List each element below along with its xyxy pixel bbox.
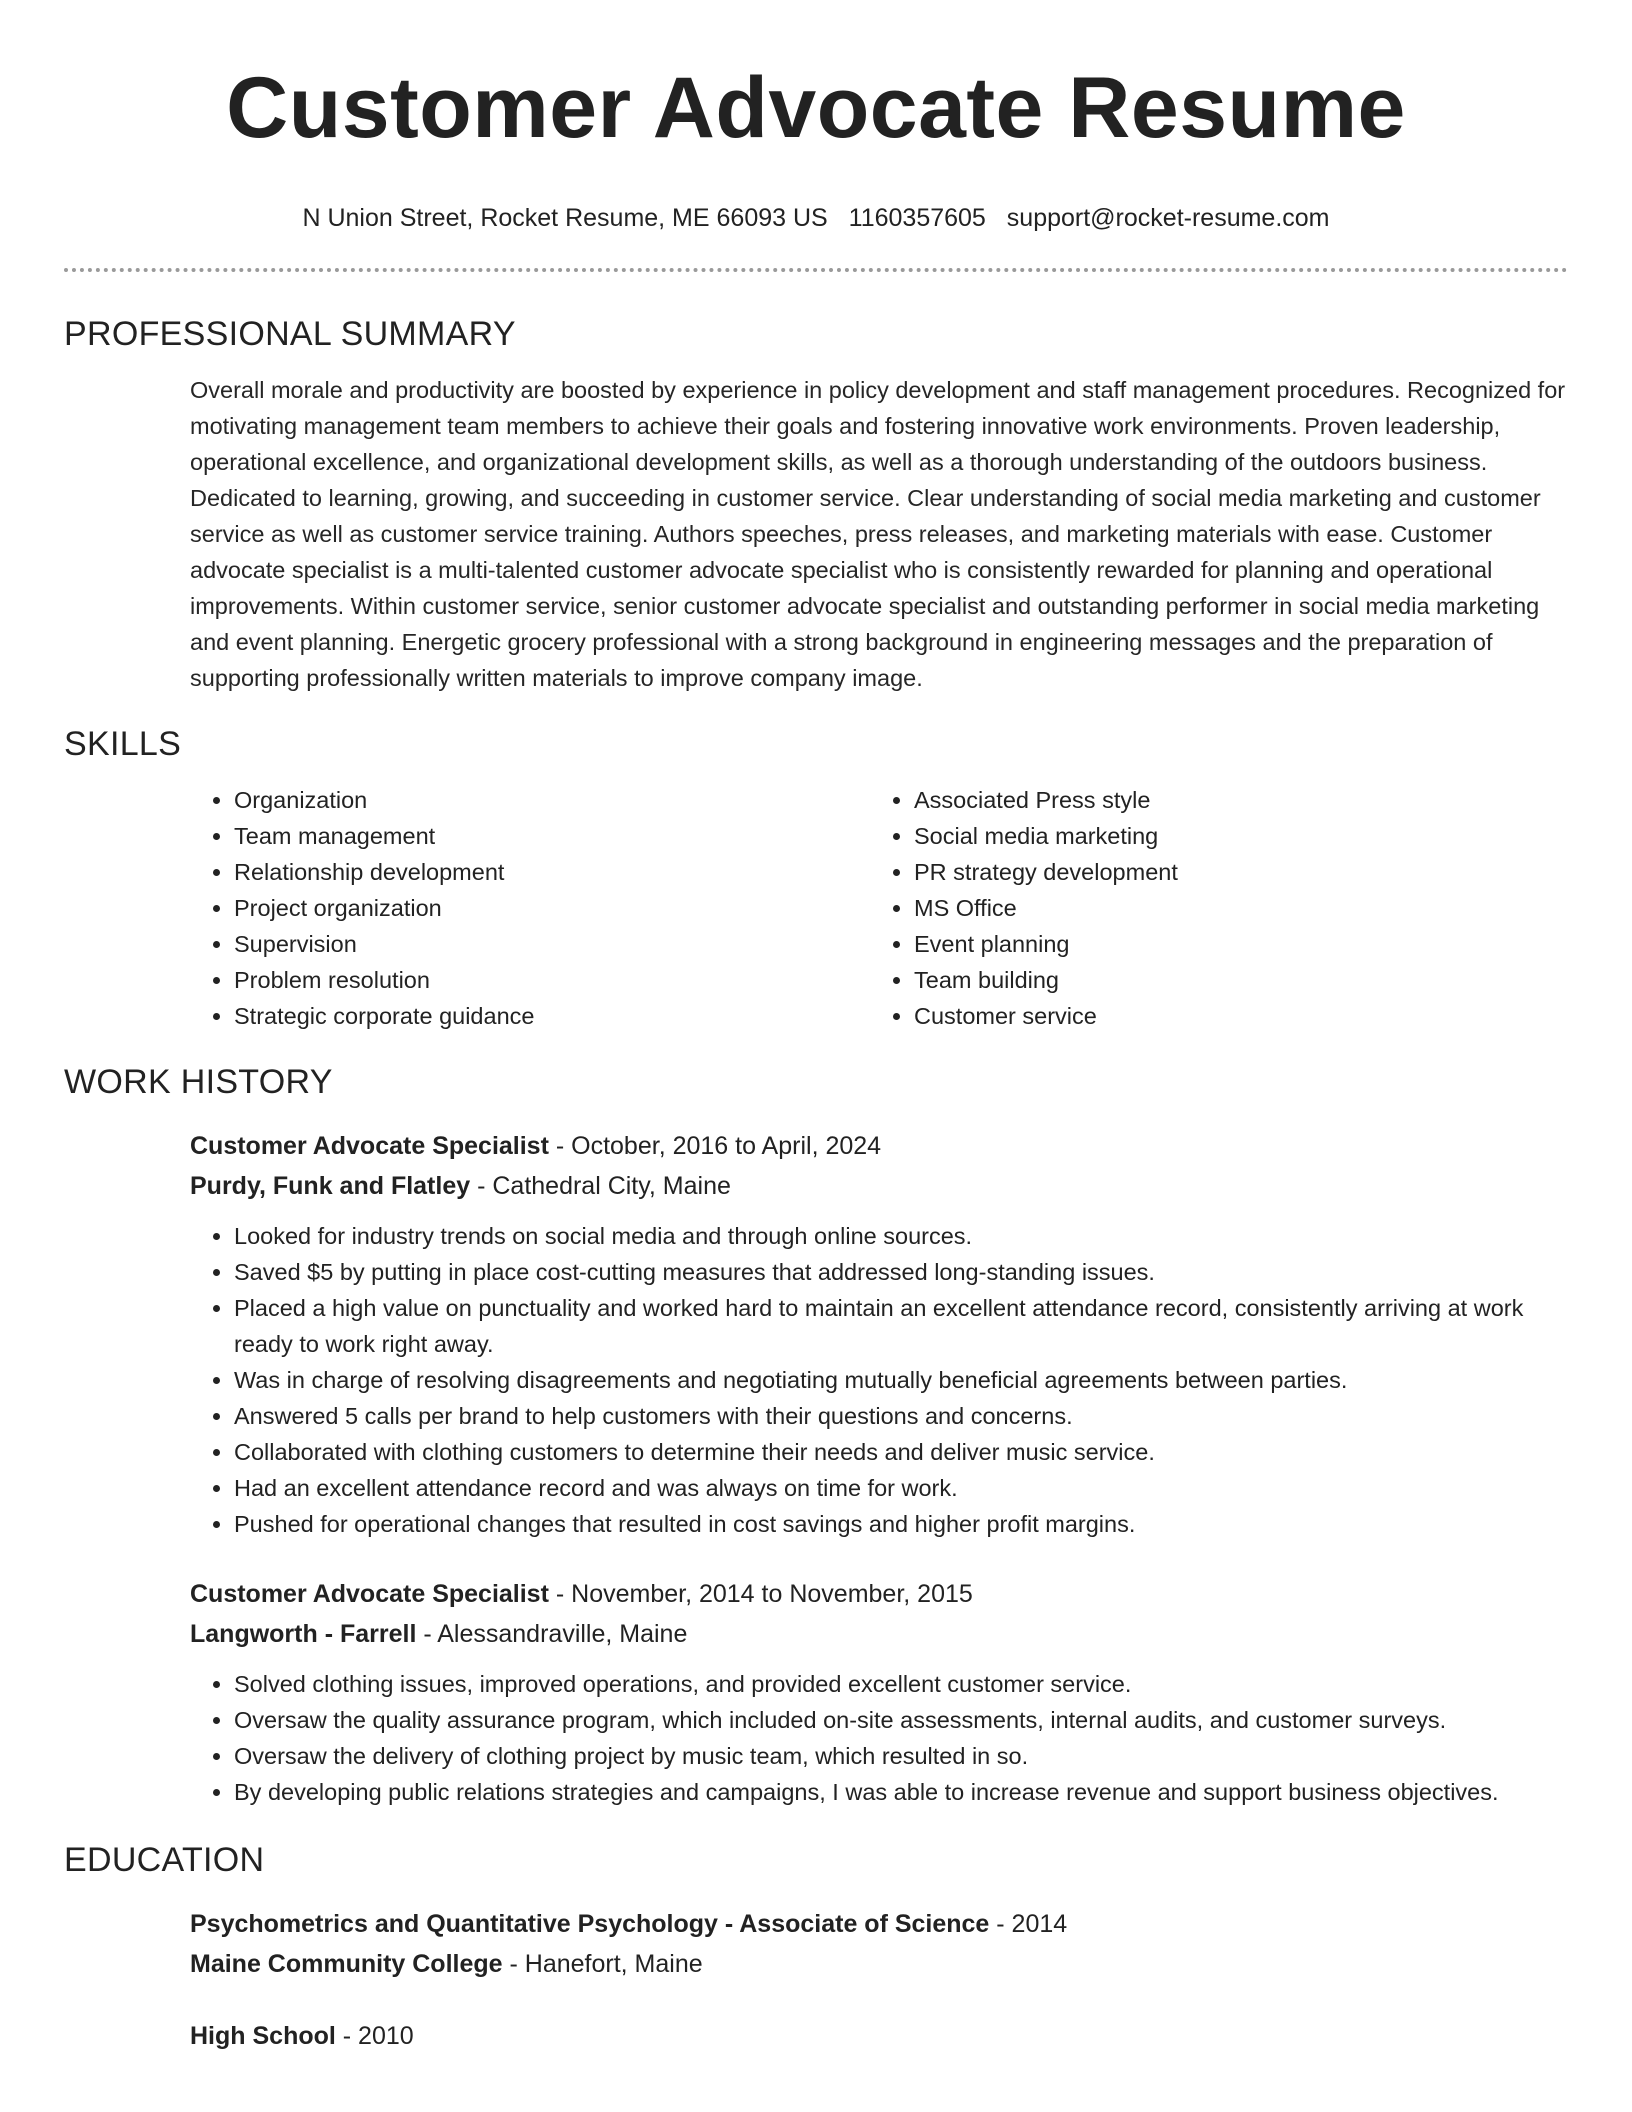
skill-item: • Social media marketing	[914, 818, 1550, 854]
section-heading-skills: SKILLS	[64, 725, 182, 763]
job-company-line	[190, 1614, 1568, 1654]
skill-item: • Organization	[234, 782, 870, 818]
job-title: Customer Advocate Specialist	[190, 1580, 549, 1608]
job-title-line	[190, 1574, 1568, 1614]
job-bullet: • Collaborated with clothing customers to determine their needs and deliver music service.	[234, 1434, 1568, 1470]
education-year: - 2010	[335, 2022, 414, 2050]
skill-item: • Team management	[234, 818, 870, 854]
job-bullet: • Answered 5 calls per brand to help customers with their questions and concerns.	[234, 1398, 1568, 1434]
job-location: - Alessandraville, Maine	[416, 1620, 688, 1648]
skills-column-right	[870, 782, 1550, 1034]
education-degree: High School	[190, 2022, 336, 2050]
contact-email: support@rocket-resume.com	[1006, 204, 1330, 232]
skill-item: • Customer service	[914, 998, 1550, 1034]
resume-title: Customer Advocate Resume	[226, 60, 1406, 156]
job-entry	[190, 1574, 1568, 1810]
skills-list	[190, 782, 1568, 1034]
job-company: Langworth - Farrell	[190, 1620, 417, 1648]
job-bullet: • Solved clothing issues, improved operations, and provided excellent customer service.	[234, 1666, 1568, 1702]
job-bullet: • Was in charge of resolving disagreements and negotiating mutually beneficial agreements between parties.	[234, 1362, 1568, 1398]
education-entry	[190, 1904, 1568, 1984]
job-bullet: • Looked for industry trends on social media and through online sources.	[234, 1218, 1568, 1254]
contact-address: N Union Street, Rocket Resume, ME 66093 US	[302, 204, 828, 232]
skill-item: • Problem resolution	[234, 962, 870, 998]
contact-line	[0, 203, 1632, 233]
education-location: - Hanefort, Maine	[502, 1950, 703, 1978]
education-school-line	[190, 1944, 1568, 1984]
education-school: Maine Community College	[190, 1950, 503, 1978]
job-company: Purdy, Funk and Flatley	[190, 1172, 471, 1200]
summary-text: Overall morale and productivity are boosted by experience in policy development and staff management procedures. Recognized for motivating management team members to achieve their goals and fostering innovative work environments. Proven leadership, operational excellence, and organizational development skills, as well as a thorough understanding of the outdoors business. Dedicated to learning, growing, and succeeding in customer service. Clear understanding of social media marketing and customer service as well as customer service training. Authors speeches, press releases, and marketing materials with ease. Customer advocate specialist is a multi-talented customer advocate specialist who is consistently rewarded for planning and operational improvements. Within customer service, senior customer advocate specialist and outstanding performer in social media marketing and event planning. Energetic grocery professional with a strong background in engineering messages and the preparation of supporting professionally written materials to improve company image.	[190, 377, 1566, 691]
skill-item: • Associated Press style	[914, 782, 1550, 818]
job-dates: - November, 2014 to November, 2015	[548, 1580, 973, 1608]
job-entry	[190, 1126, 1568, 1542]
skill-item: • Supervision	[234, 926, 870, 962]
skill-item: • Strategic corporate guidance	[234, 998, 870, 1034]
job-bullet: • Had an excellent attendance record and was always on time for work.	[234, 1470, 1568, 1506]
contact-phone: 1160357605	[848, 204, 986, 232]
job-company-line	[190, 1166, 1568, 1206]
skill-item: • PR strategy development	[914, 854, 1550, 890]
skills-column-left	[190, 782, 870, 1034]
education-year: - 2014	[989, 1910, 1068, 1938]
job-title: Customer Advocate Specialist	[190, 1132, 549, 1160]
skill-item: • Relationship development	[234, 854, 870, 890]
job-location: - Cathedral City, Maine	[470, 1172, 731, 1200]
job-bullets	[190, 1666, 1568, 1810]
skill-item: • MS Office	[914, 890, 1550, 926]
section-heading-education: EDUCATION	[64, 1841, 265, 1879]
education-degree: Psychometrics and Quantitative Psychology - Associate of Science	[190, 1910, 990, 1938]
skill-item: • Project organization	[234, 890, 870, 926]
skill-item: • Event planning	[914, 926, 1550, 962]
job-bullet: • Pushed for operational changes that resulted in cost savings and higher profit margins.	[234, 1506, 1568, 1542]
education-degree-line	[190, 1904, 1568, 1944]
job-bullet: • Placed a high value on punctuality and worked hard to maintain an excellent attendance record, consistently arriving at work ready to work right away.	[234, 1290, 1568, 1362]
job-bullet: • Oversaw the quality assurance program, which included on-site assessments, internal audits, and customer surveys.	[234, 1702, 1568, 1738]
skill-item: • Team building	[914, 962, 1550, 998]
job-title-line	[190, 1126, 1568, 1166]
job-bullet: • Oversaw the delivery of clothing project by music team, which resulted in so.	[234, 1738, 1568, 1774]
education-degree-line	[190, 2016, 1568, 2056]
job-dates: - October, 2016 to April, 2024	[548, 1132, 882, 1160]
job-bullet: • By developing public relations strategies and campaigns, I was able to increase revenue and support business objectives.	[234, 1774, 1568, 1810]
section-heading-summary: PROFESSIONAL SUMMARY	[64, 315, 516, 353]
job-bullets	[190, 1218, 1568, 1542]
section-heading-work: WORK HISTORY	[64, 1063, 333, 1101]
header-divider	[64, 268, 1568, 272]
education-entry	[190, 2016, 1568, 2056]
job-bullet: • Saved $5 by putting in place cost-cutting measures that addressed long-standing issues.	[234, 1254, 1568, 1290]
